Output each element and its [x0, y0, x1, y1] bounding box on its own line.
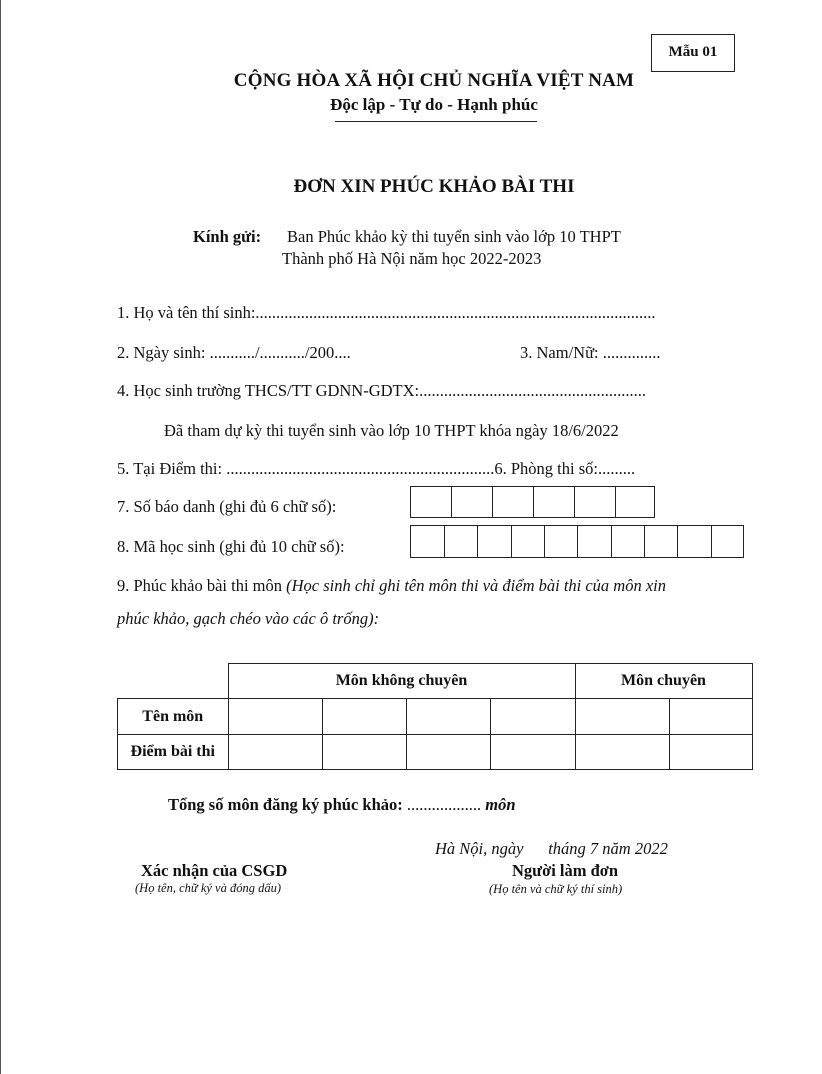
table-cell: [669, 699, 752, 735]
header-non-specialized: Môn không chuyên: [228, 664, 575, 699]
table-cell: [575, 735, 669, 770]
digit-box: [451, 487, 492, 517]
row-label-subject: Tên môn: [118, 699, 229, 735]
total-subjects-line: [168, 795, 516, 815]
digit-box: [444, 526, 477, 557]
table-cell: [490, 699, 575, 735]
field-student-id-label: 8. Mã học sinh (ghi đủ 10 chữ số):: [117, 537, 345, 556]
digit-box: [411, 526, 444, 557]
motto-underline: [335, 121, 537, 122]
digit-box: [644, 526, 677, 557]
candidate-number-boxes: [410, 486, 655, 518]
table-cell: [322, 735, 406, 770]
total-dots: ..................: [406, 795, 482, 814]
digit-box: [577, 526, 611, 557]
review-note-part-2: phúc khảo, gạch chéo vào các ô trống):: [117, 609, 380, 628]
digit-box: [492, 487, 533, 517]
form-code-box: Mẫu 01: [651, 34, 735, 72]
score-table: [117, 663, 753, 770]
applicant-note: (Họ tên và chữ ký thí sinh): [489, 882, 623, 896]
school-confirmation-note: (Họ tên, chữ ký và đóng dấu): [135, 881, 282, 895]
digit-box: [611, 526, 644, 557]
nation-heading: CỘNG HÒA XÃ HỘI CHỦ NGHĨA VIỆT NAM: [233, 70, 635, 91]
field-candidate-name: 1. Họ và tên thí sinh:.................................................................................................: [117, 303, 656, 322]
table-cell: [406, 699, 490, 735]
field-date-of-birth: 2. Ngày sinh: .........../.........../200....: [117, 343, 351, 362]
field-attended-exam: Đã tham dự kỳ thi tuyển sinh vào lớp 10 THPT khóa ngày 18/6/2022: [164, 421, 619, 440]
field-review-subjects: [117, 576, 666, 596]
digit-box: [711, 526, 743, 557]
document-title: ĐƠN XIN PHÚC KHẢO BÀI THI: [293, 176, 575, 197]
digit-box: [544, 526, 577, 557]
digit-box: [574, 487, 615, 517]
table-cell: [575, 699, 669, 735]
addressee-line-2: Thành phố Hà Nội năm học 2022-2023: [282, 249, 542, 268]
table-cell: [490, 735, 575, 770]
field-school: 4. Học sinh trường THCS/TT GDNN-GDTX:.......................................................: [117, 381, 647, 400]
header-specialized: Môn chuyên: [575, 664, 752, 699]
field-candidate-number-label: 7. Số báo danh (ghi đủ 6 chữ số):: [117, 497, 337, 516]
table-cell: [228, 735, 322, 770]
digit-box: [677, 526, 711, 557]
review-note-part-1: (Học sinh chỉ ghi tên môn thi và điểm bài thi của môn xin: [286, 576, 667, 595]
table-cell: [669, 735, 752, 770]
total-label: Tổng số môn đăng ký phúc khảo:: [168, 795, 407, 814]
total-unit: môn: [481, 795, 516, 814]
table-cell: [228, 699, 322, 735]
addressee-label: Kính gửi:: [193, 227, 262, 246]
date-line: Hà Nội, ngày tháng 7 năm 2022: [435, 839, 668, 858]
student-id-boxes: [410, 525, 744, 558]
field-gender: 3. Nam/Nữ: ..............: [520, 343, 661, 362]
applicant-title: Người làm đơn: [512, 861, 619, 880]
digit-box: [411, 487, 451, 517]
addressee-line-1: Ban Phúc khảo kỳ thi tuyển sinh vào lớp 10 THPT: [287, 227, 621, 246]
table-corner: [118, 664, 229, 699]
table-cell: [406, 735, 490, 770]
motto-heading: Độc lập - Tự do - Hạnh phúc: [330, 95, 538, 114]
field-exam-venue: 5. Tại Điểm thi: .................................................................6. Phòng thi số:.........: [117, 459, 636, 478]
digit-box: [533, 487, 574, 517]
digit-box: [511, 526, 544, 557]
school-confirmation-title: Xác nhận của CSGD: [141, 861, 288, 880]
table-cell: [322, 699, 406, 735]
digit-box: [477, 526, 511, 557]
row-label-score: Điểm bài thi: [118, 735, 229, 770]
review-label: 9. Phúc khảo bài thi môn: [117, 576, 287, 595]
digit-box: [615, 487, 654, 517]
